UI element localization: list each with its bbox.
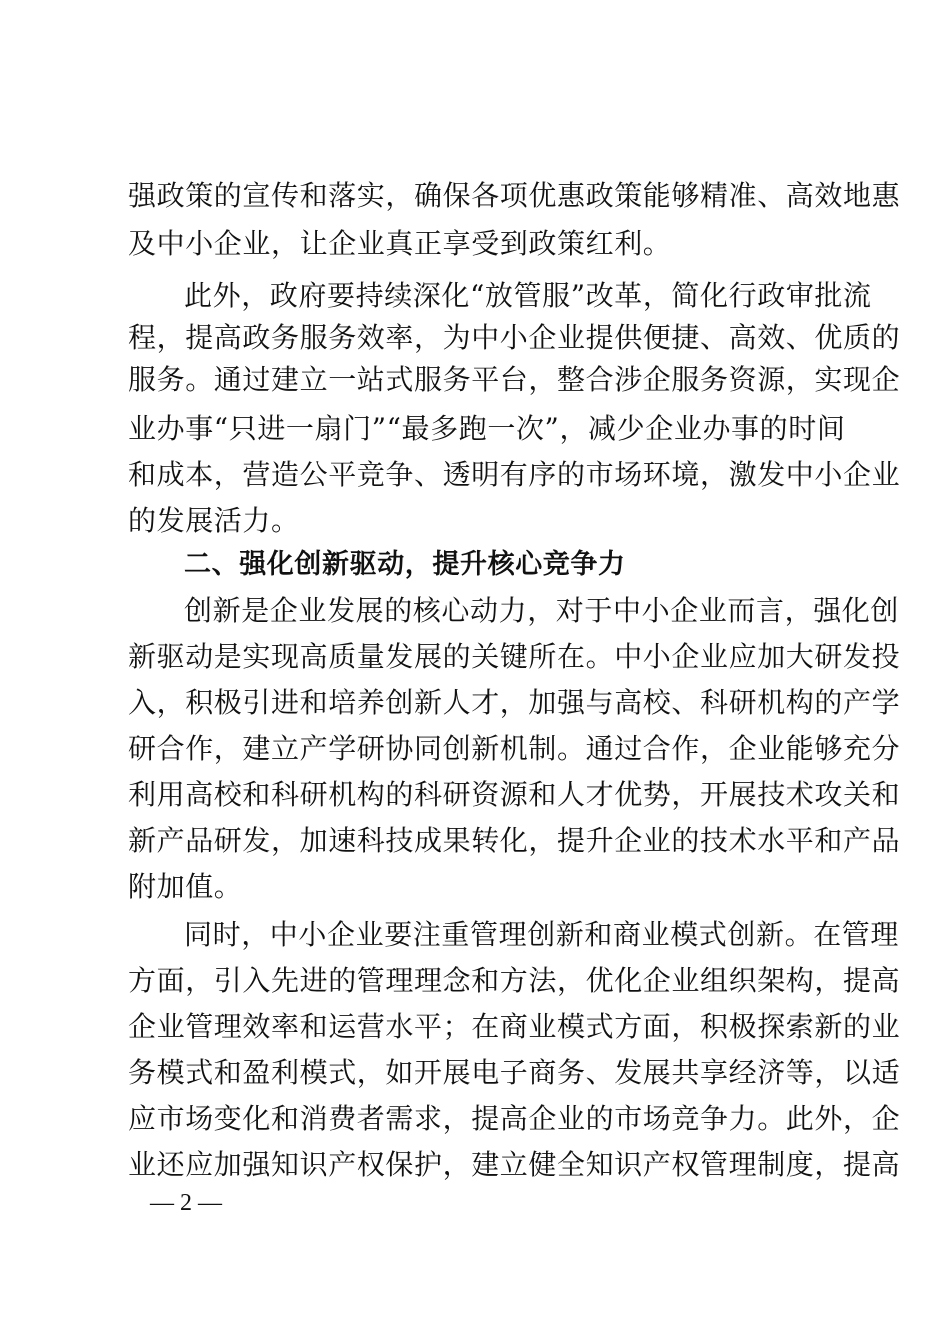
paragraph-line: 业还应加强知识产权保护，建立健全知识产权管理制度，提高 bbox=[128, 1148, 901, 1181]
paragraph-line: 务模式和盈利模式，如开展电子商务、发展共享经济等，以适 bbox=[128, 1056, 901, 1089]
page-number: — 2 — bbox=[150, 1190, 222, 1216]
paragraph-line: 利用高校和科研机构的科研资源和人才优势，开展技术攻关和 bbox=[128, 778, 901, 811]
section-heading: 二、强化创新驱动，提升核心竞争力 bbox=[184, 549, 626, 580]
paragraph-line: 企业管理效率和运营水平；在商业模式方面，积极探索新的业 bbox=[128, 1010, 901, 1043]
paragraph-line: 业办事“只进一扇门”“最多跑一次”，减少企业办事的时间 bbox=[128, 412, 846, 445]
paragraph-line: 此外，政府要持续深化“放管服”改革，简化行政审批流 bbox=[184, 279, 872, 312]
paragraph-line: 方面，引入先进的管理理念和方法，优化企业组织架构，提高 bbox=[128, 964, 901, 997]
paragraph-line: 和成本，营造公平竞争、透明有序的市场环境，激发中小企业 bbox=[128, 458, 901, 491]
paragraph-line: 及中小企业，让企业真正享受到政策红利。 bbox=[128, 227, 672, 260]
paragraph-line: 附加值。 bbox=[128, 870, 243, 903]
paragraph-line: 服务。通过建立一站式服务平台，整合涉企服务资源，实现企 bbox=[128, 363, 901, 396]
paragraph-line: 的发展活力。 bbox=[128, 504, 300, 537]
paragraph-line: 同时，中小企业要注重管理创新和商业模式创新。在管理 bbox=[184, 918, 900, 951]
paragraph-line: 新驱动是实现高质量发展的关键所在。中小企业应加大研发投 bbox=[128, 640, 901, 673]
paragraph-line: 应市场变化和消费者需求，提高企业的市场竞争力。此外，企 bbox=[128, 1102, 901, 1135]
paragraph-line: 强政策的宣传和落实，确保各项优惠政策能够精准、高效地惠 bbox=[128, 179, 901, 212]
paragraph-line: 入，积极引进和培养创新人才，加强与高校、科研机构的产学 bbox=[128, 686, 901, 719]
paragraph-line: 创新是企业发展的核心动力，对于中小企业而言，强化创 bbox=[184, 594, 900, 627]
paragraph-line: 新产品研发，加速科技成果转化，提升企业的技术水平和产品 bbox=[128, 824, 901, 857]
paragraph-line: 研合作，建立产学研协同创新机制。通过合作，企业能够充分 bbox=[128, 732, 901, 765]
paragraph-line: 程，提高政务服务效率，为中小企业提供便捷、高效、优质的 bbox=[128, 321, 901, 354]
